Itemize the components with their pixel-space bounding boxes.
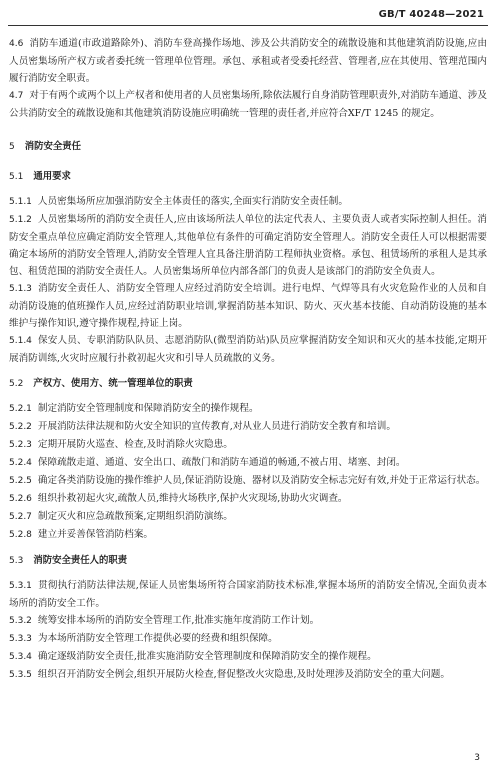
clause-paragraph [9,211,487,280]
clause-text: 定期开展防火巡查、检查,及时消除火灾隐患。 [37,439,233,450]
clause-number: 5.2 [9,379,24,389]
clause-number: 4.7 [9,91,24,101]
section-heading [9,138,487,156]
section-heading-text: 产权方、使用方、统一管理单位的职责 [33,378,193,389]
section-heading-text: 消防安全责任人的职责 [33,555,128,566]
clause-text: 确定逐级消防安全责任,批准实施消防安全管理制度和保障消防安全的操作规程。 [37,651,377,662]
clause-text: 保安人员、专职消防队队员、志愿消防队(微型消防站)队员应掌握消防安全知识和灭火的基本技能,定期开展消防训练,火灾时应履行扑救初起火灾和引导人员疏散的义务。 [9,335,487,364]
clause-paragraph [9,418,487,436]
clause-paragraph [9,577,487,612]
clause-text: 为本场所消防安全管理工作提供必要的经费和组织保障。 [37,633,278,644]
clause-number: 5.2.7 [9,512,32,522]
clause-text: 贯彻执行消防法律法规,保证人员密集场所符合国家消防技术标准,掌握本场所的消防安全情况,全面负责本场所的消防安全工作。 [9,580,487,609]
clause-paragraph [9,490,487,508]
clause-paragraph [9,35,487,87]
clause-number: 5.2.8 [9,530,32,540]
section-heading [9,375,487,393]
section-heading-text: 通用要求 [33,171,71,182]
clause-number: 5.2.2 [9,422,32,432]
clause-paragraph [9,630,487,648]
clause-number: 5.1.3 [9,284,32,294]
page-number: 3 [474,753,480,763]
clause-text: 制定灭火和应急疏散预案,定期组织消防演练。 [37,511,233,522]
clause-paragraph [9,666,487,684]
clause-paragraph [9,472,487,490]
clause-number: 5 [9,142,15,152]
clause-text: 人员密集场所应加强消防安全主体责任的落实,全面实行消防安全责任制。 [37,196,348,207]
clause-text: 开展消防法律法规和防火安全知识的宣传教育,对从业人员进行消防安全教育和培训。 [37,421,396,432]
clause-number: 5.3.5 [9,670,32,680]
clause-text: 消防车通道(市政道路除外)、消防车登高操作场地、涉及公共消防安全的疏散设施和其他建筑消防设施,应由人员密集场所产权方或者委托统一管理单位管理。承包、承租或者受委托经营、管理者,应在其使用、管理范围内履行消防安全职责。 [9,38,487,84]
clause-text: 组织召开消防安全例会,组织开展防火检查,督促整改火灾隐患,及时处理涉及消防安全的重大问题。 [37,669,450,680]
clause-number: 5.3.2 [9,616,32,626]
section-heading [9,168,487,186]
clause-text: 对于有两个或两个以上产权者和使用者的人员密集场所,除依法履行自身消防管理职责外,对消防车通道、涉及公共消防安全的疏散设施和其他建筑消防设施应明确统一管理的责任者,并应符合XF/T 1245 的规定。 [9,90,487,119]
standard-number: GB/T 40248—2021 [378,9,484,20]
clause-paragraph [9,526,487,544]
clause-number: 5.2.6 [9,494,32,504]
clause-text: 人员密集场所的消防安全责任人,应由该场所法人单位的法定代表人、主要负责人或者实际控制人担任。消防安全重点单位应确定消防安全管理人,其他单位有条件的可确定消防安全管理人。消防安全责任人可以根据需要确定本场所的消防安全管理人,消防安全管理人宜具备注册消防工程师执业资格。承包、租赁场所的承租人是其承包、租赁范围的消防安全责任人。人员密集场所单位内部各部门的负责人是该部门的消防安全负责人。 [9,214,487,277]
clause-number: 5.2.3 [9,440,32,450]
clause-text: 保障疏散走道、通道、安全出口、疏散门和消防车通道的畅通,不被占用、堵塞、封闭。 [37,457,406,468]
clause-paragraph [9,280,487,332]
clause-paragraph [9,193,487,211]
clause-text: 建立并妥善保管消防档案。 [37,529,154,540]
clause-number: 5.2.1 [9,404,32,414]
clause-paragraph [9,648,487,666]
clause-number: 5.1.1 [9,197,32,207]
clause-number: 5.2.5 [9,476,32,486]
clause-text: 确定各类消防设施的操作维护人员,保证消防设施、器材以及消防安全标志完好有效,并处于正常运行状态。 [37,475,486,486]
clause-paragraph [9,436,487,454]
clause-text: 制定消防安全管理制度和保障消防安全的操作规程。 [37,403,259,414]
clause-number: 5.3 [9,556,24,566]
clause-text: 统筹安排本场所的消防安全管理工作,批准实施年度消防工作计划。 [37,615,320,626]
clause-text: 消防安全责任人、消防安全管理人应经过消防安全培训。进行电焊、气焊等具有火灾危险作业的人员和自动消防设施的值班操作人员,应经过消防职业培训,掌握消防基本知识、防火、灭火基本技能、自动消防设施的基本维护与操作知识,遵守操作规程,持证上岗。 [9,283,487,329]
clause-number: 5.1.4 [9,336,32,346]
clause-paragraph [9,400,487,418]
section-heading-text: 消防安全责任 [24,141,81,152]
clause-paragraph [9,508,487,526]
clause-number: 5.1 [9,172,24,182]
clause-paragraph [9,87,487,122]
clause-number: 5.3.3 [9,634,32,644]
clause-number: 5.2.4 [9,458,32,468]
document-body [9,35,487,684]
clause-number: 5.3.1 [9,581,32,591]
header-rule [8,25,488,26]
clause-paragraph [9,612,487,630]
clause-paragraph [9,454,487,472]
clause-number: 4.6 [9,39,24,49]
section-heading [9,552,487,570]
clause-text: 组织扑救初起火灾,疏散人员,维持火场秩序,保护火灾现场,协助火灾调查。 [37,493,348,504]
clause-number: 5.1.2 [9,215,32,225]
clause-number: 5.3.4 [9,652,32,662]
clause-paragraph [9,332,487,367]
